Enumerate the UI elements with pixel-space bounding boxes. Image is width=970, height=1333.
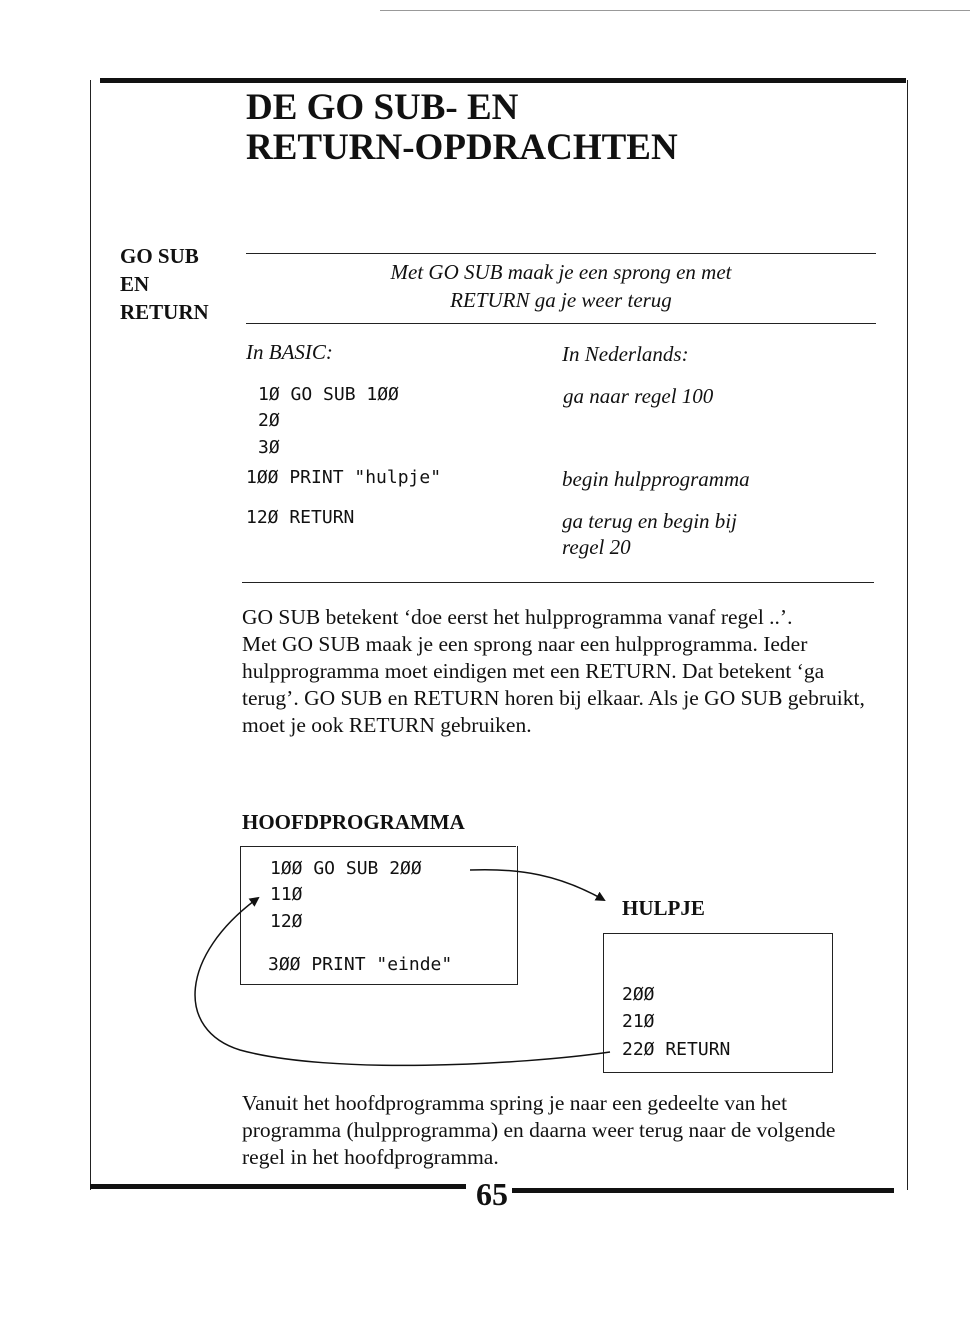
dutch-explanation-line: begin hulpprogramma [562, 467, 750, 491]
dutch-explanation-line: ga terug en begin bij [562, 509, 737, 533]
return-arrow [195, 898, 610, 1065]
dutch-explanation-line: ga naar regel 100 [563, 384, 714, 408]
main-program-heading: HOOFDPROGRAMMA [242, 810, 465, 834]
basic-code-line: 1ØØ PRINT "hulpje" [246, 467, 442, 488]
motto-line: Met GO SUB maak je een sprong en met [390, 260, 732, 284]
basic-code-line: 1Ø GO SUB 1ØØ [258, 384, 399, 405]
sidebar-heading-line: RETURN [120, 300, 209, 324]
basic-code-line: 3Ø [258, 437, 280, 458]
sidebar-heading-line: EN [120, 272, 150, 296]
basic-code-line: 2Ø [258, 410, 280, 431]
closing-paragraph: Vanuit het hoofdprogramma spring je naar een gedeelte van het programma (hulpprogramma) en daarna weer terug naar de volgende regel in het hoofdprogramma. [242, 1091, 836, 1169]
sub-program-line: 2ØØ [622, 984, 655, 1005]
page-number: 65 [476, 1176, 508, 1212]
bottom-rule-right [512, 1188, 894, 1193]
dutch-column-header: In Nederlands: [562, 342, 689, 366]
sidebar-heading-line: GO SUB [120, 244, 199, 268]
dutch-explanation-line: regel 20 [562, 535, 631, 559]
bottom-rule-left [90, 1184, 466, 1189]
main-program-line: 11Ø [270, 884, 303, 905]
jump-arrow [470, 870, 604, 900]
page-title-line2: RETURN-OPDRACHTEN [246, 127, 678, 168]
basic-code-line: 12Ø RETURN [246, 507, 355, 528]
sub-program-line: 21Ø [622, 1011, 655, 1032]
basic-column-header: In BASIC: [246, 340, 333, 364]
explanation-paragraph: GO SUB betekent ‘doe eerst het hulpprogramma vanaf regel ..’. [242, 605, 793, 629]
sub-program-line: 22Ø RETURN [622, 1039, 731, 1060]
main-program-line: 1ØØ GO SUB 2ØØ [270, 858, 422, 879]
sub-program-heading: HULPJE [622, 896, 705, 920]
page-title-line1: DE GO SUB- EN [246, 87, 519, 128]
main-program-line: 12Ø [270, 911, 303, 932]
motto-line: RETURN ga je weer terug [450, 288, 672, 312]
main-program-line: 3ØØ PRINT "einde" [268, 954, 453, 975]
explanation-paragraph: Met GO SUB maak je een sprong naar een hulpprogramma. Ieder hulpprogramma moet eindigen met een RETURN. Dat betekent ‘ga terug’. GO SUB en RETURN horen bij elkaar. Als je GO SUB gebruikt, moet je ook RETURN gebruiken. [242, 632, 865, 737]
